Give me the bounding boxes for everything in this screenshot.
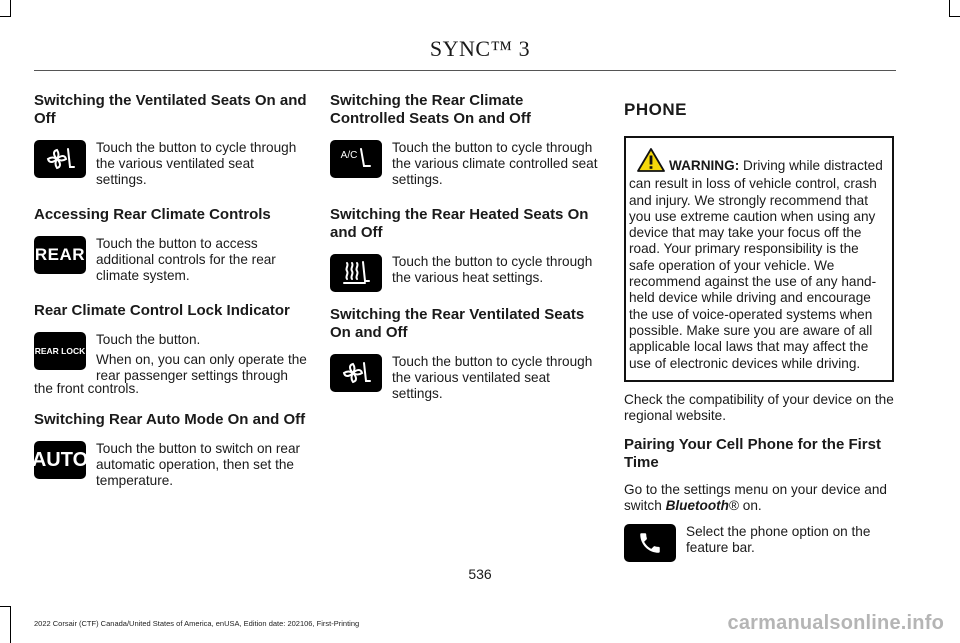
body-text: the front controls.	[34, 381, 140, 396]
warning-label: WARNING:	[669, 158, 740, 173]
body-text: Touch the button to cycle through the various ventilated seat settings.	[96, 140, 297, 187]
body-text: Check the compatibility of your device on the regional website.	[624, 391, 894, 423]
rear-ventilated-seats-item	[330, 350, 602, 406]
heated-seat-icon	[330, 254, 382, 292]
section-heading: Switching the Ventilated Seats On and Off	[34, 92, 307, 127]
crop-mark	[10, 0, 11, 16]
body-text: Touch the button to switch on rear automatic operation, then set the temperature.	[96, 441, 301, 488]
body-text: Select the phone option on the feature bar.	[686, 523, 871, 555]
rear-heated-seats-item	[330, 250, 602, 292]
ventilated-seat-icon	[330, 354, 382, 392]
rear-lock-icon: REAR LOCK	[34, 332, 86, 370]
header-rule	[34, 70, 896, 71]
section-heading: Accessing Rear Climate Controls	[34, 206, 271, 223]
rear-button-icon: REAR	[34, 236, 86, 274]
crop-mark	[0, 16, 11, 17]
body-text: Touch the button.	[96, 332, 201, 347]
ac-seat-icon: A/C	[330, 140, 382, 178]
column-right	[624, 92, 894, 562]
warning-text: Driving while distracted can result in loss of vehicle control, crash and injury. We strongly recommend that you use extreme caution when using any device that may take your focus off the road. Your primary responsibility is the safe operation of your vehicle. We recommend against the use of any hand-held device while driving and encourage the use of voice-operated systems when possible. Make sure you are aware of all applicable local laws that may affect the use of electronic devices while driving.	[629, 158, 883, 371]
phone-icon	[624, 524, 676, 562]
section-heading: Rear Climate Control Lock Indicator	[34, 302, 290, 319]
page-header-title: SYNC™ 3	[429, 36, 531, 61]
crop-mark	[10, 606, 11, 643]
body-text: Touch the button to cycle through the various ventilated seat settings.	[392, 354, 593, 401]
page-number: 536	[468, 566, 492, 582]
warning-triangle-icon	[637, 148, 665, 176]
column-middle	[330, 92, 602, 406]
body-text: When on, you can only operate the rear passenger settings through	[96, 352, 307, 383]
column-left	[31, 92, 307, 493]
footer-edition: 2022 Corsair (CTF) Canada/United States of America, enUSA, Edition date: 202106, First-Printing	[34, 619, 360, 628]
body-text: Touch the button to cycle through the various climate controlled seat settings.	[392, 140, 598, 187]
rear-climate-item	[34, 232, 307, 288]
section-heading: Switching the Rear Ventilated Seats On and Off	[330, 306, 585, 341]
warning-box	[624, 136, 894, 382]
crop-mark	[0, 606, 11, 607]
phone-heading: PHONE	[624, 100, 687, 119]
section-heading: Switching the Rear Climate Controlled Seats On and Off	[330, 92, 531, 127]
section-heading: Pairing Your Cell Phone for the First Time	[624, 435, 881, 471]
body-text: Touch the button to cycle through the various heat settings.	[392, 254, 593, 285]
ventilated-seats-item	[34, 136, 307, 192]
body-text: Go to the settings menu on your device and switch Bluetooth® on.	[624, 481, 887, 513]
rear-climate-seats-item	[330, 136, 602, 192]
bluetooth-term: Bluetooth	[665, 497, 729, 513]
section-heading: Switching Rear Auto Mode On and Off	[34, 411, 306, 428]
section-heading: Switching the Rear Heated Seats On and Off	[330, 206, 589, 241]
rear-auto-item	[31, 437, 307, 493]
watermark: carmanualsonline.info	[727, 612, 944, 634]
ventilated-seat-icon	[34, 140, 86, 178]
phone-option-item	[624, 520, 894, 562]
crop-mark	[949, 16, 960, 17]
crop-mark	[949, 0, 950, 16]
auto-button-icon: AUTO	[34, 441, 86, 479]
body-text: Touch the button to access additional controls for the rear climate system.	[96, 236, 276, 283]
rear-lock-item	[34, 328, 307, 384]
